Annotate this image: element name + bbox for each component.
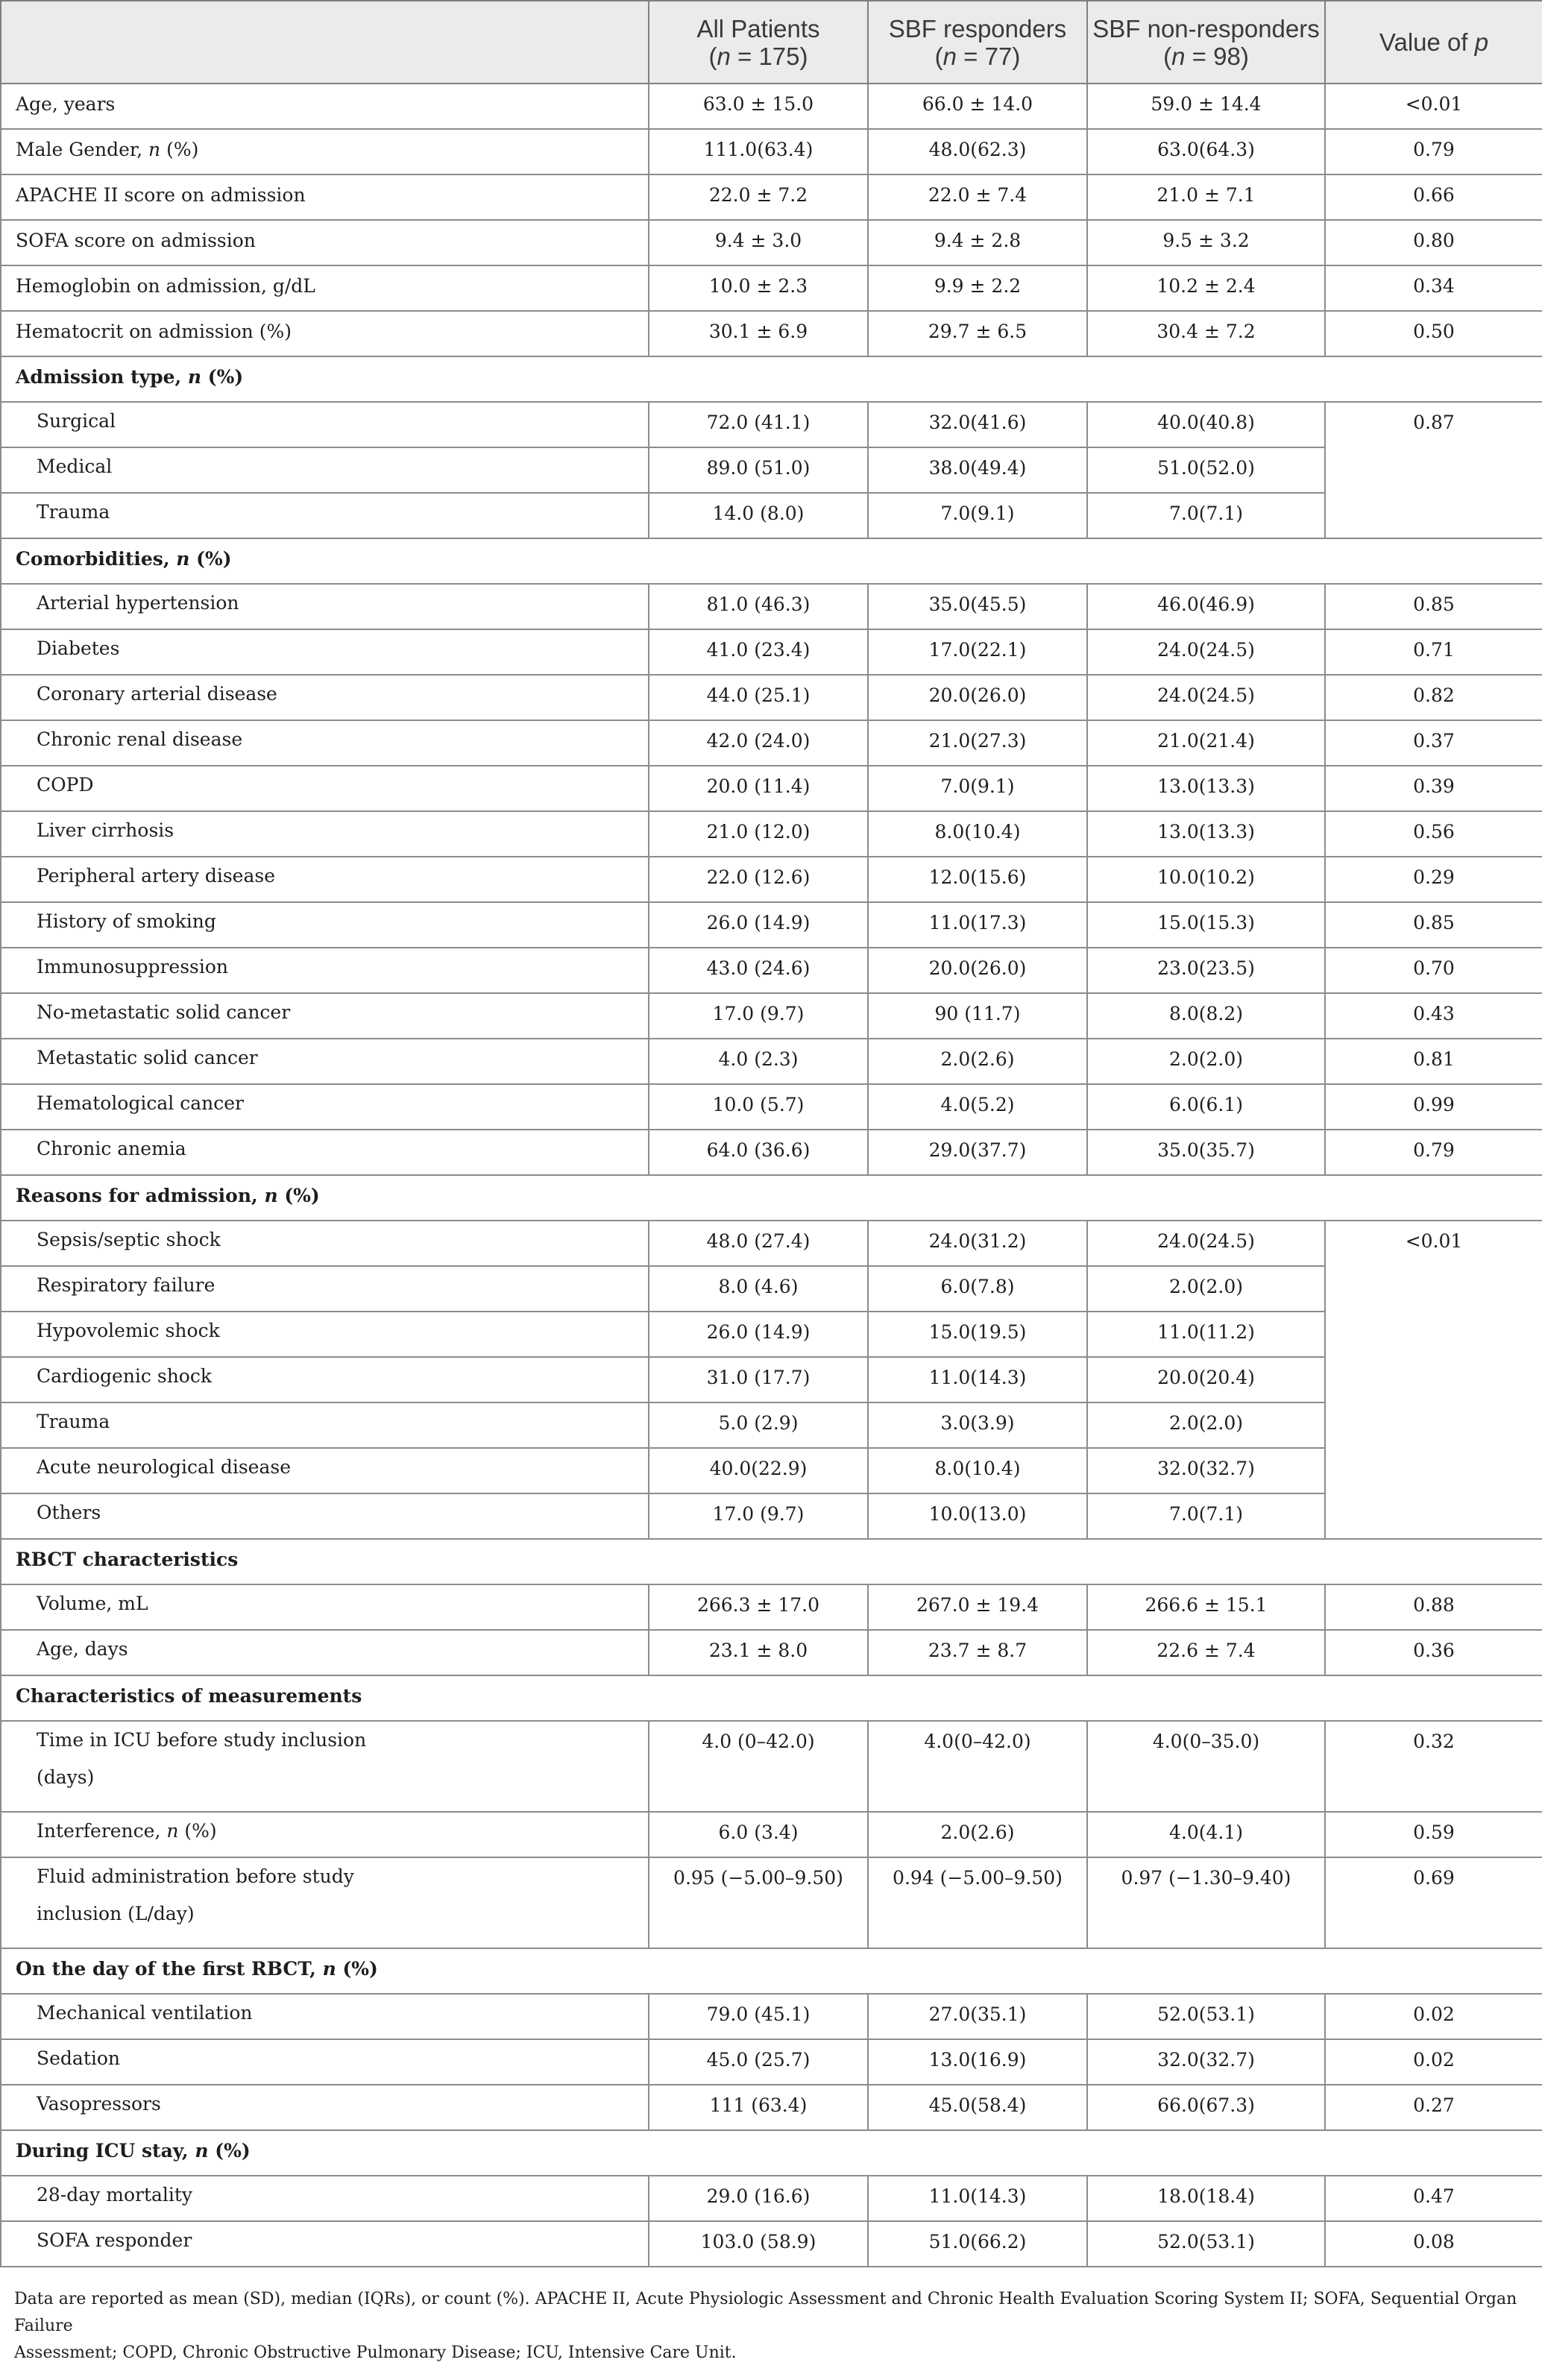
table-row <box>1 675 1542 720</box>
row-label: Sedation <box>1 2039 649 2085</box>
cell-all: 63.0 ± 15.0 <box>649 84 868 129</box>
cell-non-responders: 22.6 ± 7.4 <box>1087 1630 1325 1675</box>
cell-non-responders: 51.0(52.0) <box>1087 447 1325 493</box>
table-row <box>1 1221 1542 1266</box>
table-row <box>1 493 1542 538</box>
row-label: Liver cirrhosis <box>1 811 649 857</box>
cell-all: 89.0 (51.0) <box>649 447 868 493</box>
cell-p-value: 0.88 <box>1325 1584 1542 1630</box>
table-row <box>1 2176 1542 2221</box>
cell-non-responders: 40.0(40.8) <box>1087 402 1325 447</box>
cell-responders: 17.0(22.1) <box>868 629 1087 675</box>
cell-all: 48.0 (27.4) <box>649 1221 868 1266</box>
cell-p-value: 0.99 <box>1325 1084 1542 1130</box>
section-title: RBCT characteristics <box>1 1539 1542 1584</box>
table-row <box>1 1857 1542 1948</box>
cell-responders: 66.0 ± 14.0 <box>868 84 1087 129</box>
cell-all: 10.0 ± 2.3 <box>649 265 868 311</box>
cell-p-value: 0.27 <box>1325 2085 1542 2130</box>
cell-all: 5.0 (2.9) <box>649 1402 868 1448</box>
cell-responders: 21.0(27.3) <box>868 720 1087 766</box>
cell-non-responders: 24.0(24.5) <box>1087 675 1325 720</box>
section-title: Reasons for admission, n (%) <box>1 1175 1542 1221</box>
table-row <box>1 265 1542 311</box>
table-footnote <box>14 2286 1520 2367</box>
cell-all: 0.95 (−5.00–9.50) <box>649 1857 868 1948</box>
cell-all: 42.0 (24.0) <box>649 720 868 766</box>
table-row <box>1 1630 1542 1675</box>
table-row <box>1 2221 1542 2267</box>
header-p-value: Value of p <box>1325 1 1542 84</box>
table-row <box>1 1584 1542 1630</box>
cell-responders: 9.4 ± 2.8 <box>868 220 1087 265</box>
cell-responders: 11.0(14.3) <box>868 1357 1087 1402</box>
cell-p-value: 0.36 <box>1325 1630 1542 1675</box>
row-label: Coronary arterial disease <box>1 675 649 720</box>
cell-non-responders: 30.4 ± 7.2 <box>1087 311 1325 356</box>
row-label: Time in ICU before study inclusion (days) <box>1 1721 649 1812</box>
cell-all: 22.0 ± 7.2 <box>649 174 868 220</box>
cell-all: 26.0 (14.9) <box>649 1312 868 1357</box>
cell-non-responders: 59.0 ± 14.4 <box>1087 84 1325 129</box>
cell-non-responders: 18.0(18.4) <box>1087 2176 1325 2221</box>
table-row <box>1 402 1542 447</box>
cell-all: 17.0 (9.7) <box>649 993 868 1039</box>
table-row <box>1 174 1542 220</box>
cell-all: 6.0 (3.4) <box>649 1812 868 1857</box>
table-row <box>1 1448 1542 1493</box>
cell-responders: 23.7 ± 8.7 <box>868 1630 1087 1675</box>
cell-p-value: 0.85 <box>1325 584 1542 629</box>
cell-responders: 45.0(58.4) <box>868 2085 1087 2130</box>
table-row <box>1 1266 1542 1312</box>
cell-non-responders: 7.0(7.1) <box>1087 1493 1325 1539</box>
cell-non-responders: 66.0(67.3) <box>1087 2085 1325 2130</box>
row-label: Mechanical ventilation <box>1 1994 649 2039</box>
cell-non-responders: 23.0(23.5) <box>1087 948 1325 993</box>
cell-non-responders: 15.0(15.3) <box>1087 902 1325 948</box>
cell-p-value: 0.39 <box>1325 766 1542 811</box>
cell-non-responders: 6.0(6.1) <box>1087 1084 1325 1130</box>
cell-p-value: 0.82 <box>1325 675 1542 720</box>
cell-p-value: 0.59 <box>1325 1812 1542 1857</box>
row-label: Arterial hypertension <box>1 584 649 629</box>
table-row <box>1 584 1542 629</box>
cell-responders: 48.0(62.3) <box>868 129 1087 174</box>
section-title: Characteristics of measurements <box>1 1675 1542 1721</box>
cell-responders: 8.0(10.4) <box>868 811 1087 857</box>
cell-responders: 2.0(2.6) <box>868 1812 1087 1857</box>
cell-non-responders: 11.0(11.2) <box>1087 1312 1325 1357</box>
cell-all: 17.0 (9.7) <box>649 1493 868 1539</box>
cell-responders: 3.0(3.9) <box>868 1402 1087 1448</box>
row-label: Vasopressors <box>1 2085 649 2130</box>
cell-non-responders: 266.6 ± 15.1 <box>1087 1584 1325 1630</box>
cell-p-value: 0.79 <box>1325 129 1542 174</box>
section-header-first-rbct <box>1 1948 1542 1994</box>
table-row <box>1 129 1542 174</box>
cell-p-value: 0.29 <box>1325 857 1542 902</box>
cell-responders: 7.0(9.1) <box>868 493 1087 538</box>
cell-responders: 90 (11.7) <box>868 993 1087 1039</box>
cell-all: 45.0 (25.7) <box>649 2039 868 2085</box>
row-label: Chronic renal disease <box>1 720 649 766</box>
cell-responders: 4.0(0–42.0) <box>868 1721 1087 1812</box>
section-title: Comorbidities, n (%) <box>1 538 1542 584</box>
cell-all: 9.4 ± 3.0 <box>649 220 868 265</box>
table-row <box>1 1130 1542 1175</box>
row-label: Age, years <box>1 84 649 129</box>
cell-responders: 24.0(31.2) <box>868 1221 1087 1266</box>
cell-non-responders: 2.0(2.0) <box>1087 1039 1325 1084</box>
row-label: Interference, n (%) <box>1 1812 649 1857</box>
row-label: 28-day mortality <box>1 2176 649 2221</box>
cell-p-value: 0.43 <box>1325 993 1542 1039</box>
cell-non-responders: 63.0(64.3) <box>1087 129 1325 174</box>
cell-p-value: 0.85 <box>1325 902 1542 948</box>
row-label: COPD <box>1 766 649 811</box>
table-row <box>1 220 1542 265</box>
cell-non-responders: 4.0(0–35.0) <box>1087 1721 1325 1812</box>
cell-responders: 20.0(26.0) <box>868 675 1087 720</box>
table-row <box>1 2085 1542 2130</box>
table-row <box>1 447 1542 493</box>
table-row <box>1 766 1542 811</box>
cell-responders: 11.0(17.3) <box>868 902 1087 948</box>
cell-non-responders: 9.5 ± 3.2 <box>1087 220 1325 265</box>
cell-p-value: 0.02 <box>1325 1994 1542 2039</box>
table-row <box>1 811 1542 857</box>
cell-responders: 27.0(35.1) <box>868 1994 1087 2039</box>
cell-non-responders: 21.0(21.4) <box>1087 720 1325 766</box>
cell-responders: 15.0(19.5) <box>868 1312 1087 1357</box>
cell-all: 111.0(63.4) <box>649 129 868 174</box>
cell-non-responders: 13.0(13.3) <box>1087 766 1325 811</box>
header-sbf-non-responders: SBF non-responders (n = 98) <box>1087 1 1325 84</box>
cell-all: 30.1 ± 6.9 <box>649 311 868 356</box>
cell-responders: 29.7 ± 6.5 <box>868 311 1087 356</box>
row-label: History of smoking <box>1 902 649 948</box>
cell-responders: 13.0(16.9) <box>868 2039 1087 2085</box>
cell-p-value: 0.47 <box>1325 2176 1542 2221</box>
cell-p-value: 0.50 <box>1325 311 1542 356</box>
cell-all: 26.0 (14.9) <box>649 902 868 948</box>
header-all-patients: All Patients (n = 175) <box>649 1 868 84</box>
cell-responders: 20.0(26.0) <box>868 948 1087 993</box>
row-label: No-metastatic solid cancer <box>1 993 649 1039</box>
cell-non-responders: 10.2 ± 2.4 <box>1087 265 1325 311</box>
cell-p-value: 0.02 <box>1325 2039 1542 2085</box>
cell-non-responders: 32.0(32.7) <box>1087 2039 1325 2085</box>
cell-responders: 29.0(37.7) <box>868 1130 1087 1175</box>
table-row <box>1 1357 1542 1402</box>
row-label: Hemoglobin on admission, g/dL <box>1 265 649 311</box>
row-label: Peripheral artery disease <box>1 857 649 902</box>
cell-all: 29.0 (16.6) <box>649 2176 868 2221</box>
cell-non-responders: 2.0(2.0) <box>1087 1402 1325 1448</box>
table-row <box>1 84 1542 129</box>
cell-all: 43.0 (24.6) <box>649 948 868 993</box>
cell-all: 44.0 (25.1) <box>649 675 868 720</box>
table-row <box>1 1721 1542 1812</box>
cell-p-value: 0.08 <box>1325 2221 1542 2267</box>
cell-p-value: 0.56 <box>1325 811 1542 857</box>
section-header-admission-type <box>1 356 1542 402</box>
cell-responders: 8.0(10.4) <box>868 1448 1087 1493</box>
cell-p-value: 0.80 <box>1325 220 1542 265</box>
cell-p-value-group: <0.01 <box>1325 1221 1542 1539</box>
cell-non-responders: 35.0(35.7) <box>1087 1130 1325 1175</box>
table-row <box>1 2039 1542 2085</box>
table-row <box>1 1402 1542 1448</box>
row-label: Volume, mL <box>1 1584 649 1630</box>
table-row <box>1 902 1542 948</box>
table-row <box>1 1994 1542 2039</box>
section-title: On the day of the first RBCT, n (%) <box>1 1948 1542 1994</box>
cell-all: 103.0 (58.9) <box>649 2221 868 2267</box>
row-label: Trauma <box>1 1402 649 1448</box>
row-label: Male Gender, n (%) <box>1 129 649 174</box>
section-title: Admission type, n (%) <box>1 356 1542 402</box>
cell-all: 10.0 (5.7) <box>649 1084 868 1130</box>
row-label: Hypovolemic shock <box>1 1312 649 1357</box>
cell-all: 111 (63.4) <box>649 2085 868 2130</box>
cell-all: 41.0 (23.4) <box>649 629 868 675</box>
cell-p-value: 0.71 <box>1325 629 1542 675</box>
row-label: Trauma <box>1 493 649 538</box>
cell-responders: 32.0(41.6) <box>868 402 1087 447</box>
section-header-icu-stay <box>1 2130 1542 2176</box>
table-row <box>1 1493 1542 1539</box>
table-row <box>1 993 1542 1039</box>
cell-all: 21.0 (12.0) <box>649 811 868 857</box>
row-label: Hematocrit on admission (%) <box>1 311 649 356</box>
cell-responders: 6.0(7.8) <box>868 1266 1087 1312</box>
row-label: Acute neurological disease <box>1 1448 649 1493</box>
table-row <box>1 629 1542 675</box>
section-header-rbct-characteristics <box>1 1539 1542 1584</box>
cell-responders: 9.9 ± 2.2 <box>868 265 1087 311</box>
row-label: SOFA responder <box>1 2221 649 2267</box>
header-blank-cell <box>1 1 649 84</box>
cell-all: 23.1 ± 8.0 <box>649 1630 868 1675</box>
row-label: Immunosuppression <box>1 948 649 993</box>
table-row <box>1 311 1542 356</box>
row-label: SOFA score on admission <box>1 220 649 265</box>
row-label: Others <box>1 1493 649 1539</box>
section-header-measurements <box>1 1675 1542 1721</box>
table-row <box>1 1084 1542 1130</box>
section-title: During ICU stay, n (%) <box>1 2130 1542 2176</box>
cell-responders: 35.0(45.5) <box>868 584 1087 629</box>
row-label: APACHE II score on admission <box>1 174 649 220</box>
cell-p-value: 0.70 <box>1325 948 1542 993</box>
row-label: Sepsis/septic shock <box>1 1221 649 1266</box>
row-label: Chronic anemia <box>1 1130 649 1175</box>
row-label: Metastatic solid cancer <box>1 1039 649 1084</box>
footnote-line: Assessment; COPD, Chronic Obstructive Pulmonary Disease; ICU, Intensive Care Unit. <box>14 2343 737 2362</box>
cell-p-value: 0.79 <box>1325 1130 1542 1175</box>
header-sbf-responders: SBF responders (n = 77) <box>868 1 1087 84</box>
cell-responders: 267.0 ± 19.4 <box>868 1584 1087 1630</box>
cell-non-responders: 7.0(7.1) <box>1087 493 1325 538</box>
cell-responders: 2.0(2.6) <box>868 1039 1087 1084</box>
cell-non-responders: 52.0(53.1) <box>1087 2221 1325 2267</box>
cell-non-responders: 24.0(24.5) <box>1087 1221 1325 1266</box>
section-header-comorbidities <box>1 538 1542 584</box>
footnote-line: Data are reported as mean (SD), median (IQRs), or count (%). APACHE II, Acute Physiologic Assessment and Chronic Health Evaluation Scoring System II; SOFA, Sequential Organ Failure <box>14 2290 1517 2335</box>
cell-all: 81.0 (46.3) <box>649 584 868 629</box>
cell-p-value: 0.69 <box>1325 1857 1542 1948</box>
cell-non-responders: 8.0(8.2) <box>1087 993 1325 1039</box>
cell-responders: 7.0(9.1) <box>868 766 1087 811</box>
cell-p-value: 0.81 <box>1325 1039 1542 1084</box>
table-row <box>1 857 1542 902</box>
cell-all: 266.3 ± 17.0 <box>649 1584 868 1630</box>
cell-all: 79.0 (45.1) <box>649 1994 868 2039</box>
cell-non-responders: 4.0(4.1) <box>1087 1812 1325 1857</box>
cell-p-value: 0.66 <box>1325 174 1542 220</box>
table-header-row <box>1 1 1542 84</box>
cell-non-responders: 46.0(46.9) <box>1087 584 1325 629</box>
cell-non-responders: 52.0(53.1) <box>1087 1994 1325 2039</box>
cell-responders: 10.0(13.0) <box>868 1493 1087 1539</box>
row-label: Age, days <box>1 1630 649 1675</box>
cell-responders: 0.94 (−5.00–9.50) <box>868 1857 1087 1948</box>
row-label: Cardiogenic shock <box>1 1357 649 1402</box>
cell-all: 31.0 (17.7) <box>649 1357 868 1402</box>
row-label: Medical <box>1 447 649 493</box>
cell-non-responders: 32.0(32.7) <box>1087 1448 1325 1493</box>
row-label: Surgical <box>1 402 649 447</box>
row-label: Hematological cancer <box>1 1084 649 1130</box>
cell-all: 14.0 (8.0) <box>649 493 868 538</box>
cell-all: 8.0 (4.6) <box>649 1266 868 1312</box>
cell-non-responders: 13.0(13.3) <box>1087 811 1325 857</box>
row-label: Respiratory failure <box>1 1266 649 1312</box>
cell-all: 22.0 (12.6) <box>649 857 868 902</box>
cell-non-responders: 20.0(20.4) <box>1087 1357 1325 1402</box>
row-label: Diabetes <box>1 629 649 675</box>
cell-all: 64.0 (36.6) <box>649 1130 868 1175</box>
cell-non-responders: 0.97 (−1.30–9.40) <box>1087 1857 1325 1948</box>
cell-non-responders: 21.0 ± 7.1 <box>1087 174 1325 220</box>
cell-non-responders: 24.0(24.5) <box>1087 629 1325 675</box>
cell-responders: 4.0(5.2) <box>868 1084 1087 1130</box>
table-row <box>1 1812 1542 1857</box>
cell-responders: 22.0 ± 7.4 <box>868 174 1087 220</box>
cell-responders: 38.0(49.4) <box>868 447 1087 493</box>
cell-p-value: 0.34 <box>1325 265 1542 311</box>
table-row <box>1 1312 1542 1357</box>
cell-all: 4.0 (0–42.0) <box>649 1721 868 1812</box>
cell-responders: 11.0(14.3) <box>868 2176 1087 2221</box>
cell-all: 40.0(22.9) <box>649 1448 868 1493</box>
row-label: Fluid administration before study inclusion (L/day) <box>1 1857 649 1948</box>
cell-p-value: 0.37 <box>1325 720 1542 766</box>
cell-responders: 12.0(15.6) <box>868 857 1087 902</box>
cell-p-value: <0.01 <box>1325 84 1542 129</box>
cell-all: 20.0 (11.4) <box>649 766 868 811</box>
cell-non-responders: 2.0(2.0) <box>1087 1266 1325 1312</box>
cell-all: 72.0 (41.1) <box>649 402 868 447</box>
section-header-reasons-for-admission <box>1 1175 1542 1221</box>
cell-p-value-group: 0.87 <box>1325 402 1542 538</box>
cell-responders: 51.0(66.2) <box>868 2221 1087 2267</box>
cell-non-responders: 10.0(10.2) <box>1087 857 1325 902</box>
table-row <box>1 1039 1542 1084</box>
table-row <box>1 720 1542 766</box>
cell-p-value: 0.32 <box>1325 1721 1542 1812</box>
table-row <box>1 948 1542 993</box>
cell-all: 4.0 (2.3) <box>649 1039 868 1084</box>
